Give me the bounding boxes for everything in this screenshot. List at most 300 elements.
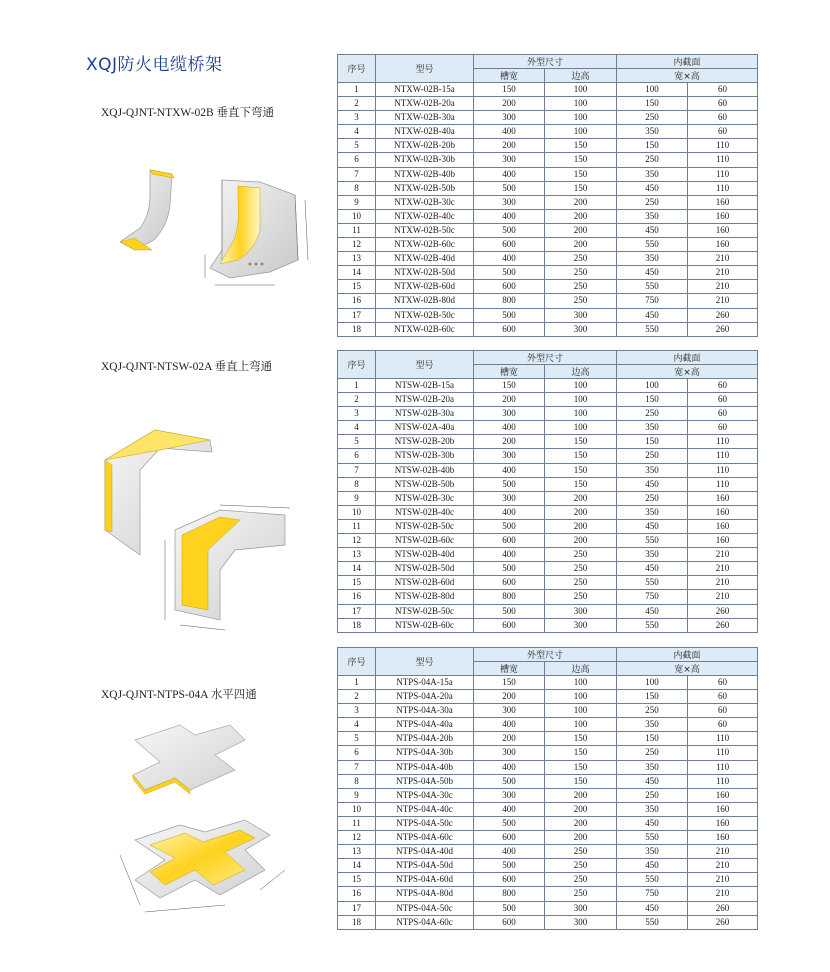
cell-inner-width: 150 bbox=[617, 435, 688, 449]
cell-width: 500 bbox=[474, 859, 545, 873]
cell-model: NTSW-02B-40b bbox=[376, 463, 474, 477]
cell-inner-width: 550 bbox=[617, 873, 688, 887]
cell-side: 150 bbox=[545, 167, 617, 181]
cell-width: 300 bbox=[474, 153, 545, 167]
cell-side: 200 bbox=[545, 238, 617, 252]
cell-width: 600 bbox=[474, 576, 545, 590]
cell-no: 16 bbox=[338, 294, 376, 308]
cell-model: NTXW-02B-40c bbox=[376, 209, 474, 223]
header-inner: 内截面 bbox=[617, 55, 758, 69]
table-row bbox=[338, 407, 758, 421]
cell-inner-height: 210 bbox=[688, 845, 758, 859]
table-row bbox=[338, 111, 758, 125]
table-row bbox=[338, 901, 758, 915]
cell-inner-width: 100 bbox=[617, 676, 688, 690]
cell-inner-height: 160 bbox=[688, 491, 758, 505]
cell-no: 9 bbox=[338, 491, 376, 505]
cell-inner-height: 110 bbox=[688, 746, 758, 760]
cell-side: 100 bbox=[545, 407, 617, 421]
cell-no: 14 bbox=[338, 859, 376, 873]
header-inner: 内截面 bbox=[617, 351, 758, 365]
cell-inner-height: 210 bbox=[688, 280, 758, 294]
cell-inner-width: 250 bbox=[617, 491, 688, 505]
cell-inner-height: 160 bbox=[688, 519, 758, 533]
cell-no: 4 bbox=[338, 718, 376, 732]
cell-no: 5 bbox=[338, 139, 376, 153]
cell-model: NTSW-02B-60c bbox=[376, 618, 474, 632]
cell-width: 500 bbox=[474, 223, 545, 237]
table-row bbox=[338, 915, 758, 929]
cell-side: 200 bbox=[545, 209, 617, 223]
spec-table-body bbox=[338, 379, 758, 633]
spec-table-down-elbow bbox=[337, 54, 758, 337]
cell-inner-width: 550 bbox=[617, 238, 688, 252]
cell-no: 11 bbox=[338, 223, 376, 237]
cell-model: NTSW-02A-40a bbox=[376, 421, 474, 435]
cell-no: 7 bbox=[338, 463, 376, 477]
cell-width: 400 bbox=[474, 548, 545, 562]
table-row bbox=[338, 153, 758, 167]
cell-inner-width: 350 bbox=[617, 209, 688, 223]
cell-model: NTXW-02B-30a bbox=[376, 111, 474, 125]
cell-side: 250 bbox=[545, 576, 617, 590]
cell-model: NTSW-02B-60c bbox=[376, 534, 474, 548]
cell-inner-width: 250 bbox=[617, 195, 688, 209]
table-row bbox=[338, 788, 758, 802]
cell-no: 13 bbox=[338, 252, 376, 266]
cell-width: 500 bbox=[474, 562, 545, 576]
cell-no: 4 bbox=[338, 125, 376, 139]
cell-no: 2 bbox=[338, 393, 376, 407]
cell-model: NTXW-02B-30b bbox=[376, 153, 474, 167]
cell-side: 100 bbox=[545, 393, 617, 407]
cell-model: NTXW-02B-30c bbox=[376, 195, 474, 209]
cell-model: NTSW-02B-20b bbox=[376, 435, 474, 449]
cell-width: 200 bbox=[474, 139, 545, 153]
table-row bbox=[338, 618, 758, 632]
cell-width: 150 bbox=[474, 379, 545, 393]
cell-no: 18 bbox=[338, 915, 376, 929]
header-model: 型号 bbox=[376, 351, 474, 379]
cell-inner-height: 210 bbox=[688, 266, 758, 280]
cell-inner-height: 110 bbox=[688, 477, 758, 491]
table-row bbox=[338, 421, 758, 435]
table-row bbox=[338, 831, 758, 845]
cell-width: 500 bbox=[474, 901, 545, 915]
cell-no: 10 bbox=[338, 505, 376, 519]
cell-inner-height: 110 bbox=[688, 760, 758, 774]
cell-no: 3 bbox=[338, 407, 376, 421]
cell-model: NTSW-02B-30c bbox=[376, 491, 474, 505]
cell-no: 13 bbox=[338, 548, 376, 562]
table-row bbox=[338, 548, 758, 562]
cell-side: 250 bbox=[545, 590, 617, 604]
header-outer: 外型尺寸 bbox=[474, 648, 617, 662]
cell-model: NTXW-02B-50d bbox=[376, 266, 474, 280]
header-model: 型号 bbox=[376, 55, 474, 83]
cell-width: 150 bbox=[474, 83, 545, 97]
cell-side: 300 bbox=[545, 915, 617, 929]
cell-width: 400 bbox=[474, 463, 545, 477]
cell-no: 10 bbox=[338, 209, 376, 223]
cell-model: NTXW-02B-20b bbox=[376, 139, 474, 153]
cell-model: NTXW-02B-15a bbox=[376, 83, 474, 97]
cell-model: NTPS-04A-30b bbox=[376, 746, 474, 760]
cell-inner-height: 260 bbox=[688, 604, 758, 618]
cell-inner-width: 450 bbox=[617, 223, 688, 237]
cell-width: 800 bbox=[474, 590, 545, 604]
cell-side: 250 bbox=[545, 845, 617, 859]
cell-side: 200 bbox=[545, 816, 617, 830]
cell-width: 400 bbox=[474, 167, 545, 181]
spec-table-body bbox=[338, 676, 758, 930]
header-outer: 外型尺寸 bbox=[474, 351, 617, 365]
cell-side: 200 bbox=[545, 505, 617, 519]
cell-inner-height: 160 bbox=[688, 802, 758, 816]
table-row bbox=[338, 322, 758, 336]
cell-inner-width: 450 bbox=[617, 181, 688, 195]
table-row bbox=[338, 294, 758, 308]
cell-inner-height: 110 bbox=[688, 463, 758, 477]
cell-side: 150 bbox=[545, 139, 617, 153]
cell-side: 100 bbox=[545, 690, 617, 704]
cell-inner-height: 260 bbox=[688, 618, 758, 632]
cell-side: 100 bbox=[545, 421, 617, 435]
cell-model: NTXW-02B-50c bbox=[376, 308, 474, 322]
spec-table-body bbox=[338, 83, 758, 337]
cell-no: 18 bbox=[338, 322, 376, 336]
cell-inner-height: 110 bbox=[688, 435, 758, 449]
cell-no: 7 bbox=[338, 760, 376, 774]
table-row bbox=[338, 435, 758, 449]
cell-side: 100 bbox=[545, 83, 617, 97]
cell-no: 1 bbox=[338, 83, 376, 97]
table-row bbox=[338, 505, 758, 519]
cell-no: 3 bbox=[338, 704, 376, 718]
cell-side: 100 bbox=[545, 704, 617, 718]
cell-inner-width: 550 bbox=[617, 576, 688, 590]
table-row bbox=[338, 576, 758, 590]
cell-model: NTPS-04A-60c bbox=[376, 831, 474, 845]
cell-side: 200 bbox=[545, 223, 617, 237]
cell-inner-width: 550 bbox=[617, 322, 688, 336]
down-elbow-illustration bbox=[110, 160, 320, 310]
table-row bbox=[338, 280, 758, 294]
cell-side: 300 bbox=[545, 618, 617, 632]
cell-side: 150 bbox=[545, 477, 617, 491]
cell-width: 500 bbox=[474, 519, 545, 533]
cell-width: 500 bbox=[474, 604, 545, 618]
cell-model: NTXW-02B-40d bbox=[376, 252, 474, 266]
cell-no: 18 bbox=[338, 618, 376, 632]
cell-model: NTXW-02B-60c bbox=[376, 322, 474, 336]
cell-no: 9 bbox=[338, 195, 376, 209]
cell-inner-width: 750 bbox=[617, 590, 688, 604]
cell-side: 300 bbox=[545, 308, 617, 322]
cell-model: NTXW-02B-40b bbox=[376, 167, 474, 181]
cell-inner-width: 350 bbox=[617, 252, 688, 266]
cell-width: 500 bbox=[474, 266, 545, 280]
header-no: 序号 bbox=[338, 55, 376, 83]
cell-inner-height: 110 bbox=[688, 167, 758, 181]
cell-model: NTPS-04A-60d bbox=[376, 873, 474, 887]
cell-side: 250 bbox=[545, 887, 617, 901]
cell-model: NTPS-04A-40a bbox=[376, 718, 474, 732]
cell-no: 15 bbox=[338, 576, 376, 590]
header-outer: 外型尺寸 bbox=[474, 55, 617, 69]
header-no: 序号 bbox=[338, 648, 376, 676]
cell-model: NTSW-02B-20a bbox=[376, 393, 474, 407]
cell-no: 3 bbox=[338, 111, 376, 125]
cell-inner-height: 110 bbox=[688, 449, 758, 463]
header-wh: 宽×高 bbox=[617, 662, 758, 676]
cell-inner-height: 60 bbox=[688, 704, 758, 718]
cell-side: 200 bbox=[545, 534, 617, 548]
cell-width: 300 bbox=[474, 704, 545, 718]
cell-side: 100 bbox=[545, 111, 617, 125]
cell-inner-width: 450 bbox=[617, 774, 688, 788]
cell-side: 200 bbox=[545, 802, 617, 816]
cell-width: 300 bbox=[474, 111, 545, 125]
cell-no: 5 bbox=[338, 732, 376, 746]
cell-model: NTPS-04A-20a bbox=[376, 690, 474, 704]
cell-inner-width: 250 bbox=[617, 407, 688, 421]
cell-inner-height: 110 bbox=[688, 774, 758, 788]
table-row bbox=[338, 887, 758, 901]
cell-inner-width: 350 bbox=[617, 718, 688, 732]
cell-inner-width: 750 bbox=[617, 887, 688, 901]
header-wh: 宽×高 bbox=[617, 69, 758, 83]
cell-width: 400 bbox=[474, 505, 545, 519]
cell-inner-height: 260 bbox=[688, 901, 758, 915]
cell-inner-width: 150 bbox=[617, 690, 688, 704]
cell-no: 10 bbox=[338, 802, 376, 816]
cell-no: 8 bbox=[338, 774, 376, 788]
cell-model: NTPS-04A-50d bbox=[376, 859, 474, 873]
cell-no: 1 bbox=[338, 676, 376, 690]
cell-model: NTPS-04A-40c bbox=[376, 802, 474, 816]
cell-width: 300 bbox=[474, 195, 545, 209]
cell-model: NTPS-04A-20b bbox=[376, 732, 474, 746]
table-row bbox=[338, 718, 758, 732]
cell-model: NTPS-04A-40b bbox=[376, 760, 474, 774]
cell-inner-height: 60 bbox=[688, 111, 758, 125]
header-wh: 宽×高 bbox=[617, 365, 758, 379]
cell-no: 11 bbox=[338, 519, 376, 533]
cell-inner-width: 150 bbox=[617, 393, 688, 407]
cell-inner-height: 160 bbox=[688, 816, 758, 830]
cell-width: 600 bbox=[474, 873, 545, 887]
spec-table-up-elbow bbox=[337, 350, 758, 633]
table-row bbox=[338, 746, 758, 760]
cell-inner-height: 60 bbox=[688, 393, 758, 407]
cell-width: 600 bbox=[474, 322, 545, 336]
table-row bbox=[338, 209, 758, 223]
cell-model: NTSW-02B-50c bbox=[376, 519, 474, 533]
cell-width: 300 bbox=[474, 491, 545, 505]
cell-model: NTPS-04A-30c bbox=[376, 788, 474, 802]
cell-no: 15 bbox=[338, 280, 376, 294]
cell-inner-width: 450 bbox=[617, 604, 688, 618]
cell-side: 200 bbox=[545, 195, 617, 209]
cell-inner-height: 60 bbox=[688, 97, 758, 111]
cell-model: NTSW-02B-50b bbox=[376, 477, 474, 491]
cell-no: 11 bbox=[338, 816, 376, 830]
header-width: 槽宽 bbox=[474, 365, 545, 379]
cell-no: 16 bbox=[338, 887, 376, 901]
cell-model: NTPS-04A-50b bbox=[376, 774, 474, 788]
cell-inner-height: 160 bbox=[688, 534, 758, 548]
cell-inner-height: 110 bbox=[688, 153, 758, 167]
cell-inner-height: 210 bbox=[688, 576, 758, 590]
cell-no: 5 bbox=[338, 435, 376, 449]
table-row bbox=[338, 704, 758, 718]
cell-width: 600 bbox=[474, 238, 545, 252]
cell-inner-width: 450 bbox=[617, 519, 688, 533]
cell-side: 100 bbox=[545, 125, 617, 139]
cell-width: 300 bbox=[474, 746, 545, 760]
cell-inner-width: 150 bbox=[617, 732, 688, 746]
cell-inner-height: 110 bbox=[688, 732, 758, 746]
cell-model: NTXW-02B-20a bbox=[376, 97, 474, 111]
cell-side: 250 bbox=[545, 294, 617, 308]
cell-inner-width: 350 bbox=[617, 845, 688, 859]
cell-side: 300 bbox=[545, 604, 617, 618]
cell-width: 600 bbox=[474, 915, 545, 929]
cell-inner-height: 210 bbox=[688, 562, 758, 576]
cell-inner-width: 450 bbox=[617, 562, 688, 576]
cell-width: 200 bbox=[474, 393, 545, 407]
cell-no: 8 bbox=[338, 477, 376, 491]
cell-width: 400 bbox=[474, 209, 545, 223]
cell-inner-width: 100 bbox=[617, 379, 688, 393]
cell-side: 100 bbox=[545, 676, 617, 690]
cell-side: 250 bbox=[545, 280, 617, 294]
cell-model: NTSW-02B-60d bbox=[376, 576, 474, 590]
table-row bbox=[338, 477, 758, 491]
table-row bbox=[338, 590, 758, 604]
cell-width: 600 bbox=[474, 831, 545, 845]
cell-model: NTSW-02B-40c bbox=[376, 505, 474, 519]
cell-no: 6 bbox=[338, 153, 376, 167]
up-elbow-illustration bbox=[100, 420, 310, 640]
table-row bbox=[338, 873, 758, 887]
cell-inner-width: 150 bbox=[617, 139, 688, 153]
cell-model: NTXW-02B-50b bbox=[376, 181, 474, 195]
cell-model: NTPS-04A-40d bbox=[376, 845, 474, 859]
cell-inner-width: 350 bbox=[617, 125, 688, 139]
cell-side: 200 bbox=[545, 788, 617, 802]
table-row bbox=[338, 266, 758, 280]
cell-no: 17 bbox=[338, 901, 376, 915]
header-side: 边高 bbox=[545, 69, 617, 83]
header-width: 槽宽 bbox=[474, 69, 545, 83]
cell-inner-height: 260 bbox=[688, 915, 758, 929]
cell-model: NTSW-02B-80d bbox=[376, 590, 474, 604]
cell-side: 250 bbox=[545, 266, 617, 280]
cell-no: 17 bbox=[338, 308, 376, 322]
table-row bbox=[338, 97, 758, 111]
cell-inner-width: 350 bbox=[617, 167, 688, 181]
cell-inner-width: 250 bbox=[617, 153, 688, 167]
cell-inner-height: 60 bbox=[688, 125, 758, 139]
cell-inner-width: 450 bbox=[617, 308, 688, 322]
cell-inner-width: 550 bbox=[617, 618, 688, 632]
table-row bbox=[338, 238, 758, 252]
cell-side: 150 bbox=[545, 732, 617, 746]
cell-inner-width: 250 bbox=[617, 746, 688, 760]
cell-side: 100 bbox=[545, 97, 617, 111]
cell-width: 800 bbox=[474, 887, 545, 901]
cell-inner-width: 250 bbox=[617, 788, 688, 802]
table-row bbox=[338, 802, 758, 816]
table-row bbox=[338, 604, 758, 618]
cell-inner-height: 110 bbox=[688, 181, 758, 195]
cell-inner-height: 210 bbox=[688, 887, 758, 901]
cell-model: NTPS-04A-50c bbox=[376, 816, 474, 830]
cell-model: NTPS-04A-15a bbox=[376, 676, 474, 690]
cell-side: 200 bbox=[545, 519, 617, 533]
header-width: 槽宽 bbox=[474, 662, 545, 676]
cell-inner-height: 60 bbox=[688, 676, 758, 690]
cell-width: 150 bbox=[474, 676, 545, 690]
cell-model: NTPS-04A-80d bbox=[376, 887, 474, 901]
cell-inner-height: 160 bbox=[688, 788, 758, 802]
table-row bbox=[338, 732, 758, 746]
cell-side: 150 bbox=[545, 449, 617, 463]
cell-inner-width: 350 bbox=[617, 421, 688, 435]
cell-model: NTXW-02B-40a bbox=[376, 125, 474, 139]
table-row bbox=[338, 449, 758, 463]
cell-inner-height: 60 bbox=[688, 718, 758, 732]
cell-width: 600 bbox=[474, 618, 545, 632]
cell-width: 400 bbox=[474, 125, 545, 139]
cell-inner-width: 350 bbox=[617, 463, 688, 477]
cell-inner-height: 210 bbox=[688, 859, 758, 873]
cell-inner-width: 150 bbox=[617, 97, 688, 111]
cell-inner-height: 210 bbox=[688, 252, 758, 266]
header-inner: 内截面 bbox=[617, 648, 758, 662]
table-row bbox=[338, 393, 758, 407]
cell-width: 600 bbox=[474, 534, 545, 548]
table-row bbox=[338, 139, 758, 153]
table-row bbox=[338, 519, 758, 533]
header-no: 序号 bbox=[338, 351, 376, 379]
table-row bbox=[338, 534, 758, 548]
header-side: 边高 bbox=[545, 365, 617, 379]
cell-width: 400 bbox=[474, 802, 545, 816]
cell-model: NTSW-02B-30a bbox=[376, 407, 474, 421]
table-row bbox=[338, 195, 758, 209]
cell-inner-width: 250 bbox=[617, 449, 688, 463]
cell-width: 300 bbox=[474, 407, 545, 421]
table-row bbox=[338, 181, 758, 195]
cell-width: 500 bbox=[474, 308, 545, 322]
cell-no: 13 bbox=[338, 845, 376, 859]
table-row bbox=[338, 562, 758, 576]
cell-inner-height: 210 bbox=[688, 548, 758, 562]
cell-width: 200 bbox=[474, 97, 545, 111]
cell-inner-height: 210 bbox=[688, 294, 758, 308]
cell-no: 12 bbox=[338, 534, 376, 548]
cell-inner-width: 100 bbox=[617, 83, 688, 97]
cell-no: 2 bbox=[338, 690, 376, 704]
cell-inner-height: 60 bbox=[688, 421, 758, 435]
cell-inner-width: 350 bbox=[617, 760, 688, 774]
cell-side: 150 bbox=[545, 746, 617, 760]
spec-table-cross bbox=[337, 647, 758, 930]
cell-inner-width: 550 bbox=[617, 534, 688, 548]
